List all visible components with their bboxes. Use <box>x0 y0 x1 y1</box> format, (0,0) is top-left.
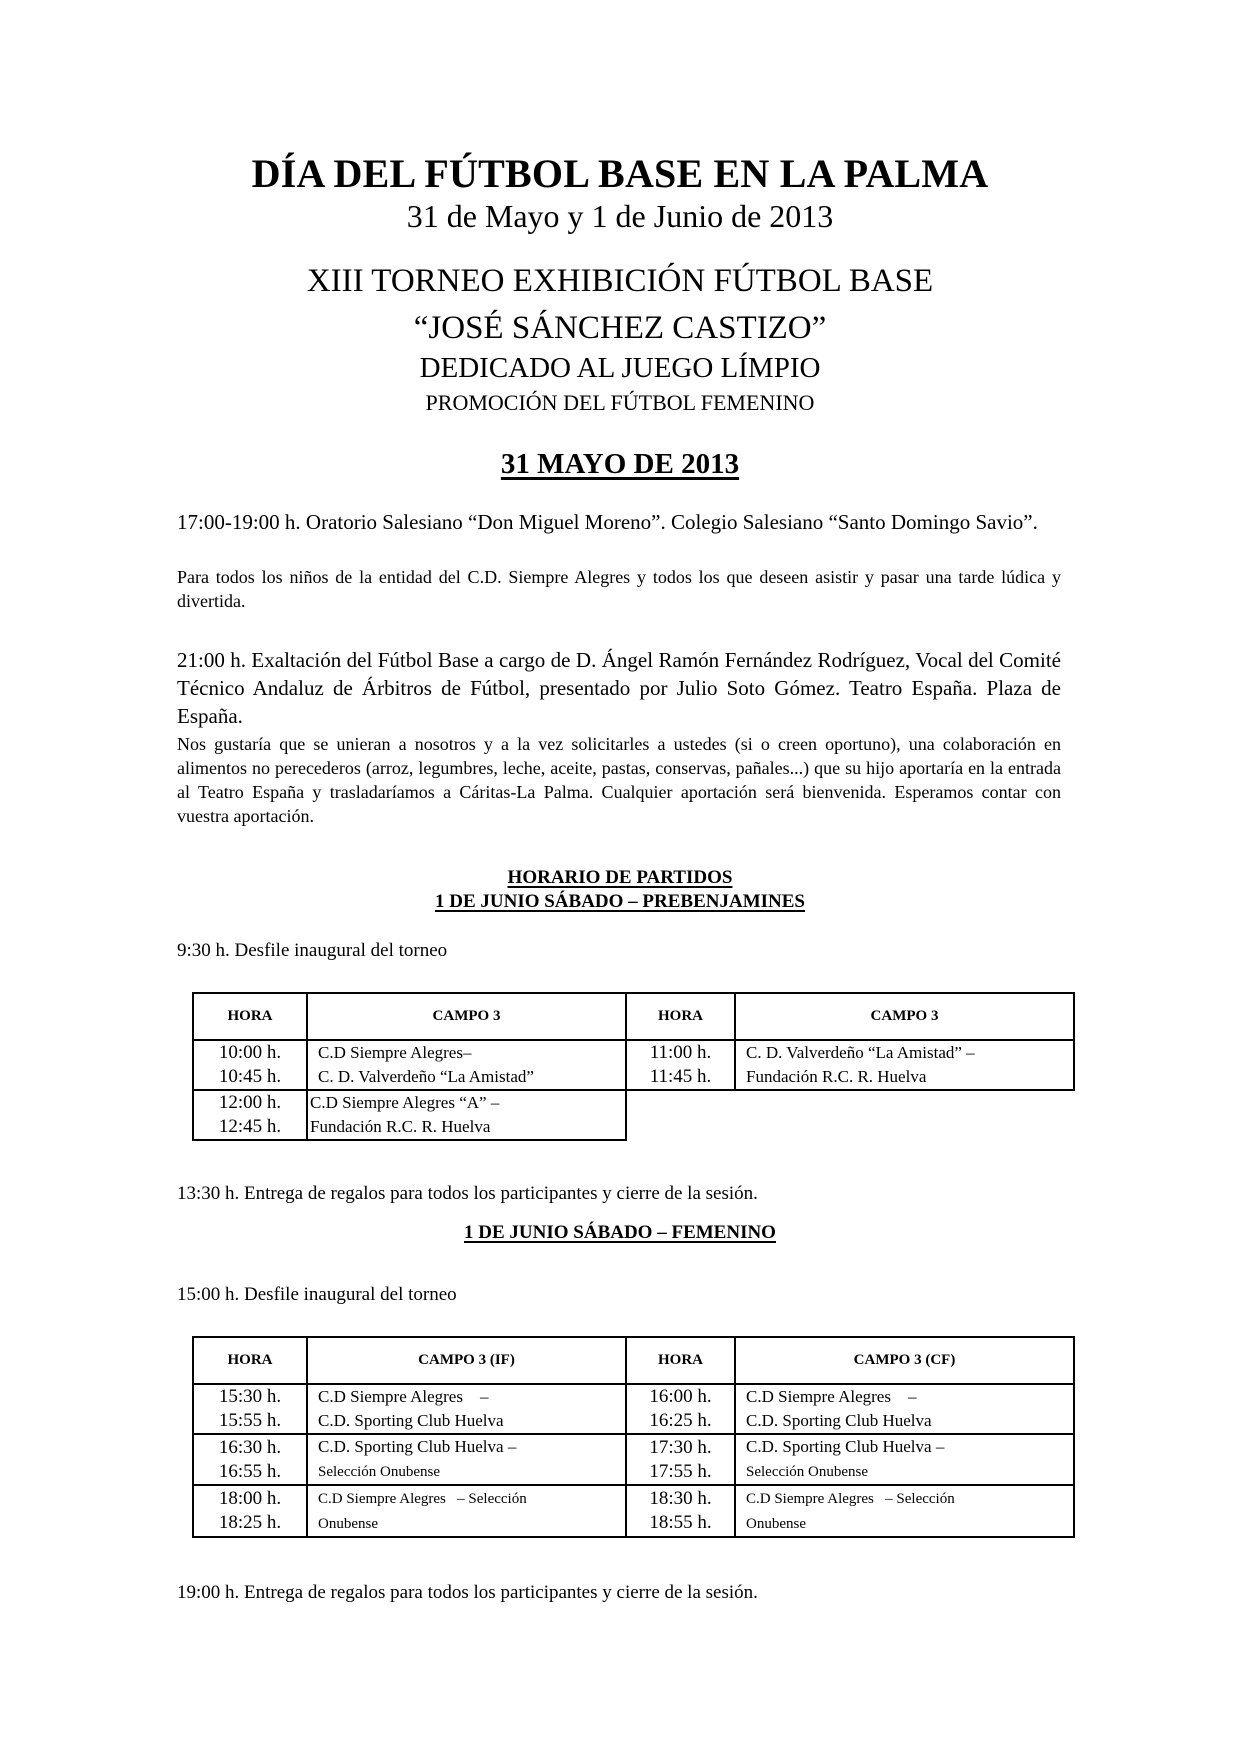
start-time: 17:30 h. <box>649 1436 712 1458</box>
table-row <box>193 1485 1074 1537</box>
team-2: Onubense <box>746 1516 806 1532</box>
event1-note: Para todos los niños de la entidad del C.D. Siempre Alegres y todos los que deseen asistir y pasar una tarde lúdica y divertida. <box>177 567 1061 611</box>
schedule-title: HORARIO DE PARTIDOS <box>507 867 733 888</box>
dedication: DEDICADO AL JUEGO LÍMPIO <box>419 352 821 384</box>
header-campo: CAMPO 3 (CF) <box>735 1337 1074 1384</box>
table-row <box>193 1090 1074 1140</box>
match-time <box>193 1434 307 1485</box>
start-time: 10:00 h. <box>218 1042 282 1063</box>
match-teams <box>735 1040 1074 1090</box>
match-time <box>626 1384 735 1434</box>
end-time: 18:25 h. <box>218 1512 282 1533</box>
table-row <box>193 1040 1074 1090</box>
header-campo: CAMPO 3 <box>307 993 626 1040</box>
start-time: 16:00 h. <box>649 1386 712 1407</box>
team-1: C.D Siempre Alegres – Selección <box>318 1491 527 1507</box>
team-1: C.D Siempre Alegres– <box>318 1043 472 1062</box>
header-hora: HORA <box>626 1337 735 1384</box>
header-hora: HORA <box>193 993 307 1040</box>
match-teams <box>735 1485 1074 1537</box>
header-hora: HORA <box>626 993 735 1040</box>
match-teams <box>307 1090 626 1140</box>
end-time: 12:45 h. <box>218 1116 282 1137</box>
team-2: Fundación R.C. R. Huelva <box>310 1117 491 1136</box>
team-1: C.D. Sporting Club Huelva – <box>318 1437 517 1456</box>
team-1: C.D Siempre Alegres – Selección <box>746 1491 955 1507</box>
team-1: C.D Siempre Alegres – <box>746 1387 917 1406</box>
team-2: Onubense <box>318 1516 378 1532</box>
event2-note: Nos gustaría que se unieran a nosotros y a la vez solicitarles a ustedes (si o creen oportuno), una colaboración en alimentos no perecederos (arroz, legumbres, leche, aceite, pastas, conservas, pañales...) que su hijo aportaría en la entrada al Teatro España y trasladaríamos a Cáritas-La Palma. Cualquier aportación será bienvenida. Esperamos contar con vuestra aportación. <box>177 734 1061 826</box>
match-teams <box>735 1384 1074 1434</box>
femenino-heading-text: 1 DE JUNIO SÁBADO – FEMENINO <box>464 1222 776 1243</box>
table-row <box>193 1384 1074 1434</box>
team-2: Fundación R.C. R. Huelva <box>746 1067 927 1086</box>
femenino-table <box>192 1336 1075 1538</box>
table-header-row <box>193 993 1074 1040</box>
day1-heading <box>0 448 1240 481</box>
prebenjamines-closing: 13:30 h. Entrega de regalos para todos los participantes y cierre de la sesión. <box>177 1183 758 1204</box>
femenino-heading <box>0 1222 1240 1244</box>
day1-heading-text: 31 MAYO DE 2013 <box>500 448 740 480</box>
match-teams <box>307 1434 626 1485</box>
match-time <box>626 1485 735 1537</box>
end-time: 10:45 h. <box>218 1066 282 1087</box>
end-time: 11:45 h. <box>649 1066 712 1087</box>
header-hora: HORA <box>193 1337 307 1384</box>
table-header-row <box>193 1337 1074 1384</box>
team-2: C. D. Valverdeño “La Amistad” <box>318 1067 534 1086</box>
start-time: 12:00 h. <box>218 1092 282 1113</box>
end-time: 16:25 h. <box>649 1410 712 1431</box>
schedule-heading <box>0 866 1240 914</box>
end-time: 17:55 h. <box>649 1460 712 1482</box>
match-time <box>193 1485 307 1537</box>
end-time: 16:55 h. <box>218 1460 282 1482</box>
event-dates: 31 de Mayo y 1 de Junio de 2013 <box>406 198 834 234</box>
event2-main: 21:00 h. Exaltación del Fútbol Base a cargo de D. Ángel Ramón Fernández Rodríguez, Vocal del Comité Técnico Andaluz de Árbitros de Fútbol, presentado por Julio Soto Gómez. Teatro España. Plaza de España. <box>177 648 1061 728</box>
team-1: C.D Siempre Alegres – <box>318 1387 489 1406</box>
team-2: Selección Onubense <box>746 1464 869 1480</box>
match-teams <box>307 1040 626 1090</box>
match-teams <box>735 1434 1074 1485</box>
start-time: 16:30 h. <box>218 1436 282 1458</box>
femenino-opening: 15:00 h. Desfile inaugural del torneo <box>177 1284 457 1305</box>
femenino-closing: 19:00 h. Entrega de regalos para todos los participantes y cierre de la sesión. <box>177 1582 758 1603</box>
prebenjamines-opening: 9:30 h. Desfile inaugural del torneo <box>177 940 448 961</box>
end-time: 15:55 h. <box>218 1410 282 1431</box>
team-2: C.D. Sporting Club Huelva <box>746 1411 932 1430</box>
match-time <box>193 1090 307 1140</box>
match-teams <box>307 1485 626 1537</box>
team-1: C. D. Valverdeño “La Amistad” – <box>746 1043 975 1062</box>
start-time: 11:00 h. <box>649 1042 712 1063</box>
tournament-name: “JOSÉ SÁNCHEZ CASTIZO” <box>413 310 827 346</box>
document-title: DÍA DEL FÚTBOL BASE EN LA PALMA <box>251 151 989 196</box>
promotion: PROMOCIÓN DEL FÚTBOL FEMENINO <box>425 390 815 415</box>
table-row <box>193 1434 1074 1485</box>
match-time <box>193 1040 307 1090</box>
event1-main: 17:00-19:00 h. Oratorio Salesiano “Don Miguel Moreno”. Colegio Salesiano “Santo Domingo Savio”. <box>177 510 1038 534</box>
prebenjamines-table <box>192 992 1075 1141</box>
team-2: C.D. Sporting Club Huelva <box>318 1411 504 1430</box>
header-campo: CAMPO 3 <box>735 993 1074 1040</box>
team-1: C.D. Sporting Club Huelva – <box>746 1437 945 1456</box>
match-time <box>626 1434 735 1485</box>
start-time: 18:30 h. <box>649 1488 712 1509</box>
tournament-title: XIII TORNEO EXHIBICIÓN FÚTBOL BASE <box>306 263 934 299</box>
header-campo: CAMPO 3 (IF) <box>307 1337 626 1384</box>
team-2: Selección Onubense <box>318 1464 441 1480</box>
team-1: C.D Siempre Alegres “A” – <box>310 1093 500 1112</box>
match-time <box>193 1384 307 1434</box>
empty-cell <box>626 1090 1074 1140</box>
prebenjamines-heading: 1 DE JUNIO SÁBADO – PREBENJAMINES <box>434 891 806 912</box>
start-time: 18:00 h. <box>218 1488 282 1509</box>
start-time: 15:30 h. <box>218 1386 282 1407</box>
match-teams <box>307 1384 626 1434</box>
end-time: 18:55 h. <box>649 1512 712 1533</box>
match-time <box>626 1040 735 1090</box>
